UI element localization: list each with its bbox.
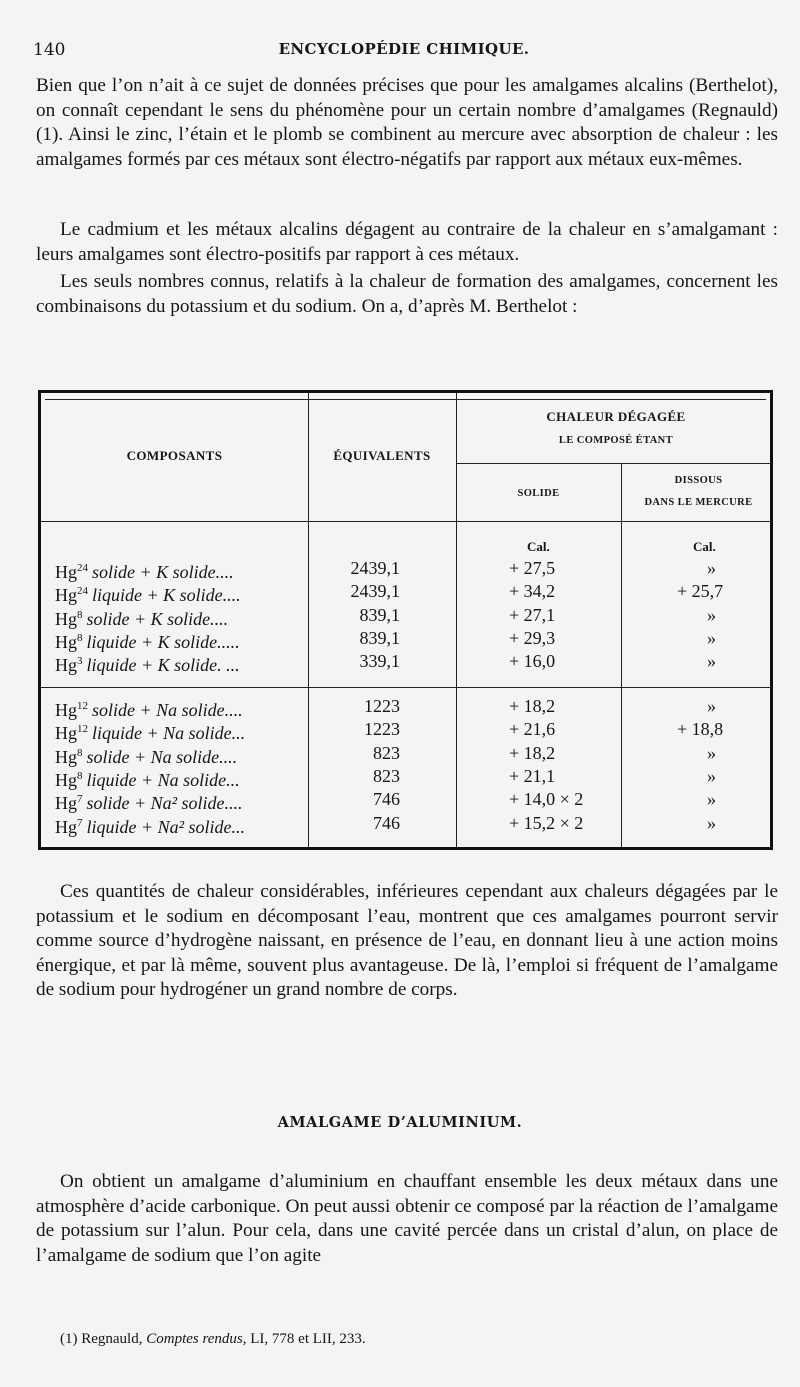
unit-dissous: Cal.: [693, 539, 716, 554]
table-row: [41, 695, 770, 720]
footnote: [60, 1331, 366, 1348]
cell-composants: [55, 765, 240, 791]
formula-rest: solide + K solide....: [92, 562, 234, 582]
formula-rest: solide + K solide....: [86, 608, 229, 629]
cell-dissous: »: [707, 742, 716, 763]
table-row: [41, 650, 770, 676]
running-title: ENCYCLOPÉDIE CHIMIQUE.: [278, 40, 530, 58]
formula-hg: Hg: [55, 585, 77, 606]
cell-composants: [55, 695, 243, 721]
formula-rest: liquide + K solide....: [92, 585, 241, 606]
cell-solide: + 16,0: [509, 651, 556, 672]
cell-equivalents: 2439,1: [350, 581, 400, 602]
cell-solide: + 14,0 × 2: [509, 789, 584, 810]
page-header: [33, 40, 775, 64]
formula-rest: solide + Na² solide....: [86, 793, 243, 814]
formula-hg: Hg: [55, 608, 77, 629]
cell-solide: + 34,2: [509, 581, 556, 602]
formula-exponent: 24: [77, 562, 88, 574]
footnote-title: Comptes rendus,: [146, 1331, 247, 1347]
formula-exponent: 8: [77, 631, 83, 644]
formula-rest: solide + Na solide....: [92, 700, 243, 720]
table-row: [41, 812, 770, 837]
table-row: [41, 557, 770, 582]
formula-exponent: 8: [77, 769, 83, 782]
table-row: [41, 788, 770, 814]
formula-exponent: 24: [77, 585, 88, 598]
cell-dissous: + 18,8: [677, 719, 724, 740]
formula-hg: Hg: [55, 746, 77, 767]
paragraph-3: Les seuls nombres connus, relatifs à la chaleur de formation des amalgames, concernent les combinaisons du potassium et du sodium. On a, d’après M. Berthelot :: [36, 271, 778, 317]
paragraph-aluminium: On obtient un amalgame d’aluminium en chauffant ensemble les deux métaux dans une atmosphère d’acide carbonique. On peut aussi obtenir ce composé par la réaction de l’amalgame de potassium sur l’alun. Pour cela, dans une cavité percée dans un cristal d’alun, on place de l’amalgame de sodium que l’on agite: [36, 1171, 778, 1266]
cell-composants: [55, 580, 241, 606]
formula-exponent: 7: [77, 793, 83, 806]
page-number: 140: [33, 40, 66, 60]
formula-hg: Hg: [55, 723, 77, 744]
table-row: [41, 627, 770, 652]
formula-rest: liquide + K solide.....: [86, 631, 240, 652]
cell-composants: [55, 812, 245, 838]
table-row: [41, 765, 770, 790]
cell-composants: [55, 627, 240, 653]
header-equivalents: ÉQUIVALENTS: [333, 448, 431, 463]
cell-dissous: »: [707, 789, 716, 810]
formula-exponent: 8: [77, 608, 83, 621]
header-composants: COMPOSANTS: [126, 448, 223, 463]
formula-rest: liquide + Na solide...: [86, 769, 240, 790]
cell-dissous: »: [707, 696, 716, 716]
header-dissous: DISSOUS: [674, 475, 723, 486]
cell-solide: + 27,5: [509, 558, 556, 578]
formula-exponent: 7: [77, 816, 83, 829]
cell-equivalents: 1223: [364, 696, 400, 716]
table-row: [41, 580, 770, 606]
cell-equivalents: 339,1: [359, 651, 400, 672]
formula-hg: Hg: [55, 700, 77, 720]
formula-exponent: 3: [77, 655, 83, 668]
header-dissous-sub: DANS LE MERCURE: [644, 497, 753, 508]
cell-composants: [55, 788, 243, 814]
cell-dissous: »: [707, 812, 716, 833]
cell-composants: [55, 604, 228, 630]
footnote-ref: LI, 778 et LII, 233.: [250, 1331, 366, 1347]
cell-equivalents: 823: [373, 742, 400, 763]
cell-equivalents: 839,1: [359, 627, 400, 648]
cell-solide: + 18,2: [509, 696, 556, 716]
paragraph-1: Bien que l’on n’ait à ce sujet de données précises que pour les amalgames alcalins (Berthelot), on connaît cependant le sens du phénomène pour un certain nombre d’amalgames (Regnauld) (1). Ainsi le zinc, l’étain et le plomb se combinent au mercure avec absorption de chaleur : les amalgames formés par ces métaux sont électro-négatifs par rapport aux métaux eux-mêmes.: [36, 75, 778, 170]
cell-composants: [55, 742, 237, 768]
section-heading: AMALGAME D’ALUMINIUM.: [277, 1114, 523, 1131]
table-row: [41, 718, 770, 744]
formula-hg: Hg: [55, 816, 77, 837]
formula-rest: solide + Na solide....: [86, 746, 238, 767]
header-solide: SOLIDE: [517, 488, 560, 499]
formula-hg: Hg: [55, 562, 77, 582]
cell-equivalents: 1223: [364, 719, 400, 740]
formula-hg: Hg: [55, 793, 77, 814]
cell-solide: + 15,2 × 2: [509, 812, 584, 833]
cell-dissous: »: [707, 558, 716, 578]
formula-rest: liquide + Na² solide...: [86, 816, 246, 837]
formula-exponent: 12: [77, 723, 88, 736]
cell-equivalents: 746: [373, 789, 400, 810]
cell-equivalents: 2439,1: [350, 558, 400, 578]
formula-hg: Hg: [55, 655, 77, 676]
formula-exponent: 8: [77, 746, 83, 759]
cell-solide: + 29,3: [509, 627, 556, 648]
cell-dissous: »: [707, 627, 716, 648]
cell-solide: + 18,2: [509, 742, 556, 763]
footnote-mark: (1) Regnauld,: [60, 1331, 143, 1347]
formula-exponent: 12: [77, 700, 88, 712]
table-row: [41, 742, 770, 767]
formula-hg: Hg: [55, 769, 77, 790]
paragraph-after-table: Ces quantités de chaleur considérables, inférieures cependant aux chaleurs dégagées par le potassium et le sodium en décomposant l’eau, montrent que ces amalgames pourront servir comme source d’hydrogène naissant, en présence de l’eau, en donnant lieu à une action moins énergique, et par là même, souvent plus avantageuse. De là, l’emploi si fréquent de l’amalgame de sodium pour hydrogéner un grand nombre de corps.: [36, 881, 778, 1001]
cell-dissous: + 25,7: [677, 581, 724, 602]
cell-equivalents: 746: [373, 812, 400, 833]
cell-composants: [55, 650, 240, 676]
cell-solide: + 27,1: [509, 604, 556, 625]
cell-composants: [55, 718, 245, 744]
cell-dissous: »: [707, 765, 716, 786]
cell-equivalents: 839,1: [359, 604, 400, 625]
paragraph-2: Le cadmium et les métaux alcalins dégagent au contraire de la chaleur en s’amalgamant : leurs amalgames sont électro-positifs par rapport à ces métaux.: [36, 219, 778, 265]
header-chaleur: CHALEUR DÉGAGÉE: [546, 409, 686, 424]
cell-composants: [55, 557, 234, 583]
formula-hg: Hg: [55, 631, 77, 652]
formula-rest: liquide + K solide. ...: [86, 655, 240, 676]
header-chaleur-sub: LE COMPOSÉ ÉTANT: [558, 435, 674, 446]
heat-of-formation-table: [38, 390, 773, 850]
table-row: [41, 604, 770, 629]
cell-dissous: »: [707, 604, 716, 625]
formula-rest: liquide + Na solide...: [92, 723, 246, 744]
cell-equivalents: 823: [373, 765, 400, 786]
cell-dissous: »: [707, 651, 716, 672]
cell-solide: + 21,6: [509, 719, 556, 740]
cell-solide: + 21,1: [509, 765, 556, 786]
unit-solide: Cal.: [527, 539, 550, 554]
